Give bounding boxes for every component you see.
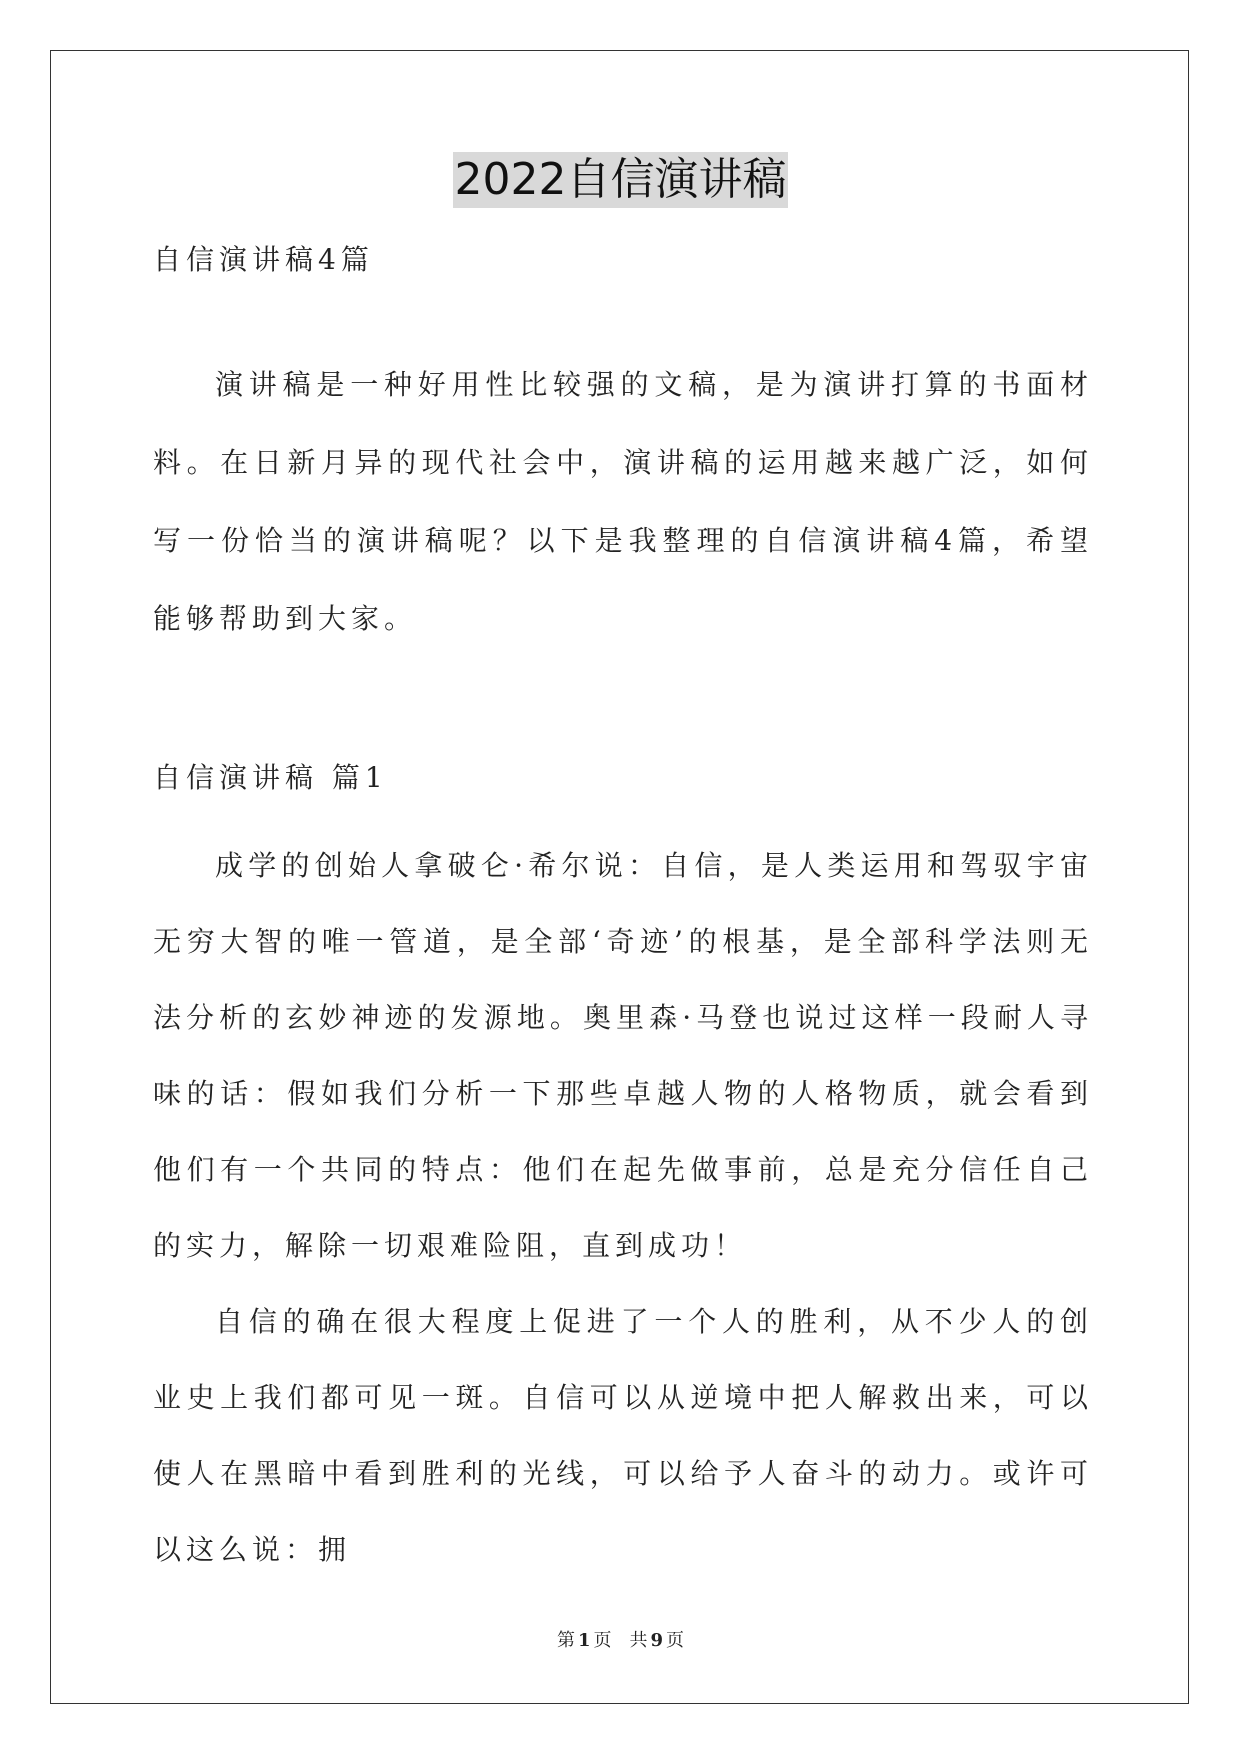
total-suffix: 页 <box>666 1630 685 1651</box>
document-subtitle: 自信演讲稿4篇 <box>153 243 374 276</box>
page-total: 9 <box>650 1630 664 1651</box>
body-paragraph-2: 自信的确在很大程度上促进了一个人的胜利，从不少人的创业史上我们都可见一斑。自信可以从逆境中把人解救出来，可以使人在黑暗中看到胜利的光线，可以给予人奋斗的动力。或许可以这么说：拥 <box>153 1305 1093 1566</box>
document-title: 2022自信演讲稿 <box>453 152 789 208</box>
page-suffix: 页 <box>593 1630 612 1651</box>
intro-paragraph-container <box>153 346 1093 658</box>
section-heading: 自信演讲稿 篇1 <box>153 761 388 794</box>
section-body <box>153 828 1093 1588</box>
page-current: 1 <box>577 1630 591 1651</box>
title-container <box>0 152 1241 208</box>
page-prefix: 第 <box>556 1630 575 1651</box>
body-paragraph-1: 成学的创始人拿破仑·希尔说：自信，是人类运用和驾驭宇宙无穷大智的唯一管道，是全部‘奇迹’的根基，是全部科学法则无法分析的玄妙神迹的发源地。奥里森·马登也说过这样一段耐人寻味的话：假如我们分析一下那些卓越人物的人格物质，就会看到他们有一个共同的特点：他们在起先做事前，总是充分信任自己的实力，解除一切艰难险阻，直到成功！ <box>153 849 1093 1262</box>
page-footer <box>0 1626 1241 1652</box>
intro-paragraph: 演讲稿是一种好用性比较强的文稿，是为演讲打算的书面材料。在日新月异的现代社会中，演讲稿的运用越来越广泛，如何写一份恰当的演讲稿呢？以下是我整理的自信演讲稿4篇，希望能够帮助到大家。 <box>153 368 1093 635</box>
total-prefix: 共 <box>629 1630 648 1651</box>
